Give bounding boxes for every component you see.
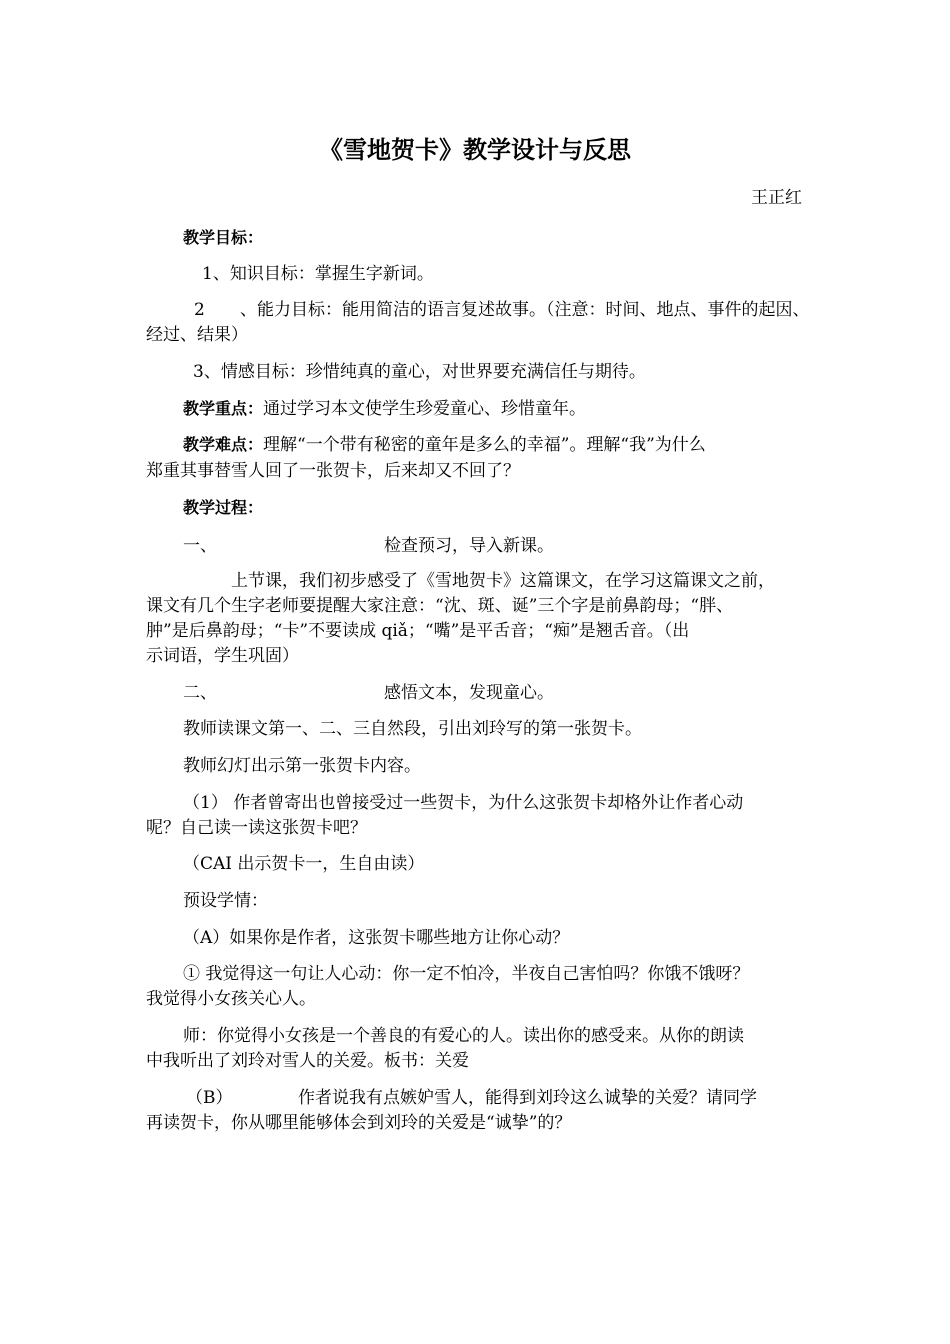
goal-2-line-1: 、能力目标：能用简洁的语言复述故事。（注意：时间、地点、事件的起因、 (240, 300, 810, 320)
paragraph-3: 教师幻灯出示第一张贺卡内容。 (183, 756, 421, 776)
goal-2-number: 2 (194, 300, 205, 320)
question-1-line-1: （1） 作者曾寄出也曾接受过一些贺卡，为什么这张贺卡却格外让作者心动 (183, 793, 744, 813)
process-heading: 教学过程： (183, 498, 264, 517)
section-2-title: 感悟文本，发现童心。 (384, 683, 554, 703)
paragraph-1-line-1: 上节课，我们初步感受了《雪地贺卡》这篇课文，在学习这篇课文之前， (231, 571, 775, 591)
section-1-title: 检查预习，导入新课。 (384, 536, 554, 556)
question-b-label: （B） (186, 1088, 233, 1108)
key-point-label: 教学重点： (183, 399, 264, 418)
difficulty-line-1 (183, 434, 706, 456)
difficulty-text-1: 理解“一个带有秘密的童年是多么的幸福”。理解“我”为什么 (263, 435, 706, 455)
section-2-number: 二、 (183, 683, 217, 703)
goal-2-line-2: 经过、结果） (146, 325, 248, 345)
preset-heading: 预设学情： (183, 891, 268, 911)
paragraph-1-line-4: 示词语，学生巩固） (146, 646, 299, 666)
question-b-line-2: 再读贺卡，你从哪里能够体会到刘玲的关爱是“诚挚”的？ (146, 1113, 572, 1133)
goal-3: 3、情感目标：珍惜纯真的童心，对世界要充满信任与期待。 (193, 362, 646, 382)
author-name: 王正红 (751, 188, 802, 208)
question-b-line-1: 作者说我有点嫉妒雪人，能得到刘玲这么诚挚的关爱？请同学 (298, 1088, 757, 1108)
question-1-line-2: 呢？自己读一读这张贺卡吧？ (146, 818, 367, 838)
cai-note: （CAI 出示贺卡一，生自由读） (183, 854, 425, 874)
paragraph-1-line-2: 课文有几个生字老师要提醒大家注意：“沈、斑、诞”三个字是前鼻韵母；“胖、 (146, 596, 734, 616)
section-1-number: 一、 (183, 536, 217, 556)
teacher-line-2: 中我听出了刘玲对雪人的关爱。板书：关爱 (146, 1051, 469, 1071)
difficulty-line-2: 郑重其事替雪人回了一张贺卡，后来却又不回了？ (146, 461, 520, 481)
teacher-line-1: 师：你觉得小女孩是一个善良的有爱心的人。读出你的感受来。从你的朗读 (183, 1026, 744, 1046)
goals-heading: 教学目标： (183, 228, 264, 247)
paragraph-1-line-3: 肿”是后鼻韵母；“卡”不要读成 qiǎ；“嘴”是平舌音；“痴”是翘舌音。（出 (146, 621, 690, 641)
key-point (183, 398, 586, 420)
key-point-text: 通过学习本文使学生珍爱童心、珍惜童年。 (263, 399, 587, 419)
answer-1-line-2: 我觉得小女孩关心人。 (146, 989, 316, 1009)
difficulty-label: 教学难点： (183, 435, 264, 454)
question-a: （A）如果你是作者，这张贺卡哪些地方让你心动？ (183, 928, 570, 948)
document-title: 《雪地贺卡》教学设计与反思 (319, 136, 631, 164)
answer-1-line-1: ① 我觉得这一句让人心动：你一定不怕冷，半夜自己害怕吗？你饿不饿呀？ (183, 964, 750, 984)
goal-1: 1、知识目标：掌握生字新词。 (202, 264, 434, 284)
paragraph-2: 教师读课文第一、二、三自然段，引出刘玲写的第一张贺卡。 (183, 719, 642, 739)
